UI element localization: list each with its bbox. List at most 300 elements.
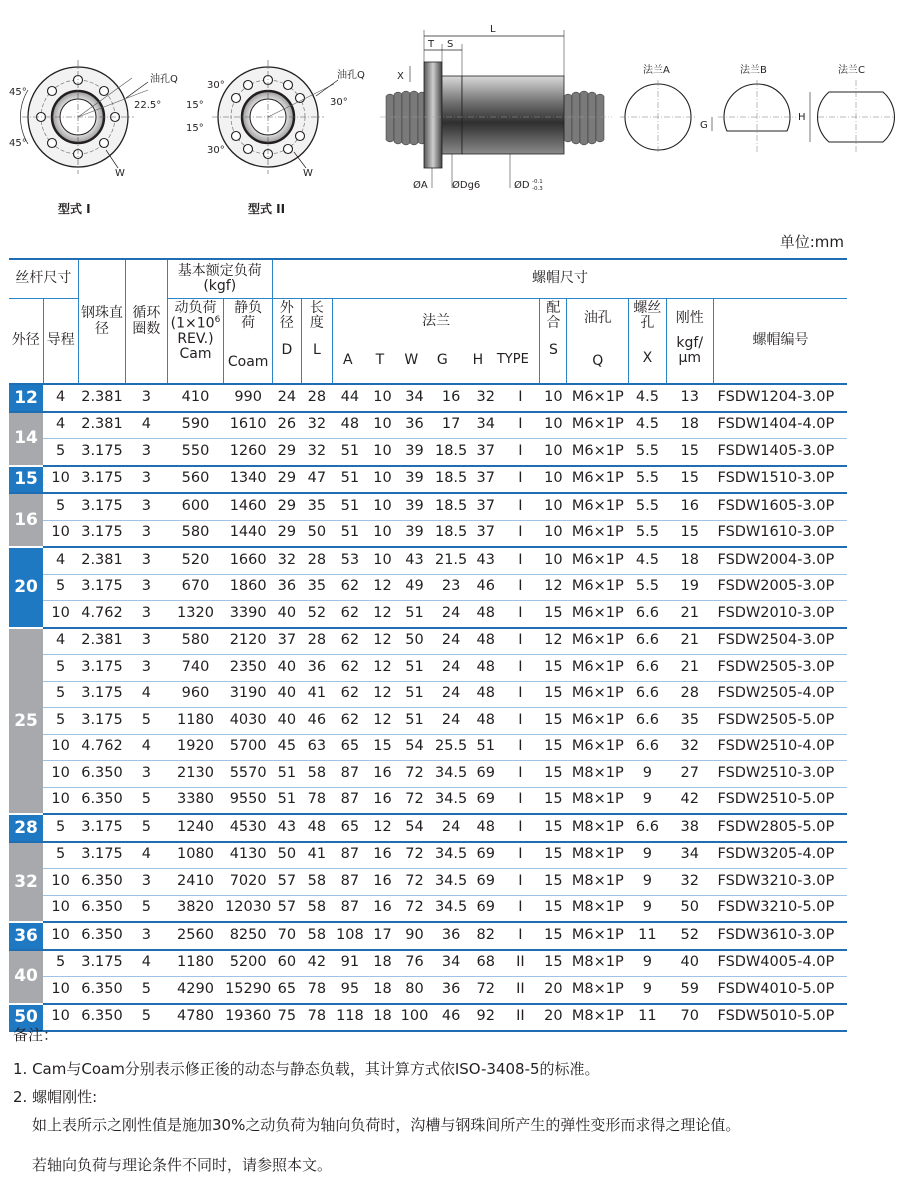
header-nut-size: 螺帽尺寸 bbox=[272, 259, 847, 299]
header-length bbox=[301, 299, 332, 385]
cell-ball: 3.175 bbox=[78, 681, 126, 708]
cell-g: 16 bbox=[432, 384, 471, 412]
cell-a: 51 bbox=[332, 439, 367, 466]
header-flange bbox=[332, 299, 540, 385]
cell-w: 39 bbox=[397, 466, 431, 494]
cell-x: 11 bbox=[629, 1004, 666, 1032]
cell-a: 91 bbox=[332, 950, 367, 977]
header-screw bbox=[629, 299, 666, 385]
cell-h: 37 bbox=[471, 493, 501, 520]
cell-d: 37 bbox=[272, 628, 301, 655]
cell-coam: 5200 bbox=[224, 950, 273, 977]
cell-cam: 2560 bbox=[167, 922, 224, 950]
cell-coam: 4130 bbox=[224, 842, 273, 869]
cell-k: 16 bbox=[666, 493, 714, 520]
cell-ball: 4.762 bbox=[78, 734, 126, 761]
cell-w: 51 bbox=[397, 601, 431, 628]
cell-ball: 2.381 bbox=[78, 628, 126, 655]
cell-k: 40 bbox=[666, 950, 714, 977]
cell-model: FSDW2004-3.0P bbox=[714, 547, 847, 574]
cell-circ: 3 bbox=[126, 466, 167, 494]
cell-cam: 1180 bbox=[167, 708, 224, 735]
cell-coam: 990 bbox=[224, 384, 273, 412]
cell-w: 72 bbox=[397, 787, 431, 814]
cell-k: 21 bbox=[666, 628, 714, 655]
cell-q: M6×1P bbox=[567, 520, 629, 547]
table-row bbox=[9, 787, 847, 814]
cell-s: 10 bbox=[540, 547, 567, 574]
cell-lead: 10 bbox=[43, 734, 78, 761]
shaft-outer-dia-cell: 16 bbox=[9, 493, 43, 547]
cell-d: 60 bbox=[272, 950, 301, 977]
type-1-label: 型式 I bbox=[58, 202, 91, 216]
cell-w: 49 bbox=[397, 574, 431, 601]
cell-coam: 1260 bbox=[224, 439, 273, 466]
table-row bbox=[9, 574, 847, 601]
header-static-load bbox=[224, 299, 273, 385]
cell-d: 45 bbox=[272, 734, 301, 761]
cell-w: 39 bbox=[397, 439, 431, 466]
cell-t: 16 bbox=[367, 761, 397, 788]
cell-x: 6.6 bbox=[629, 655, 666, 682]
cell-type: I bbox=[501, 384, 540, 412]
cell-l: 78 bbox=[301, 787, 332, 814]
dim-g: G bbox=[700, 120, 708, 131]
cell-d: 29 bbox=[272, 466, 301, 494]
table-row bbox=[9, 761, 847, 788]
cell-model: FSDW2505-4.0P bbox=[714, 681, 847, 708]
cell-circ: 3 bbox=[126, 493, 167, 520]
cell-t: 12 bbox=[367, 655, 397, 682]
cell-q: M8×1P bbox=[567, 787, 629, 814]
cell-t: 18 bbox=[367, 1004, 397, 1032]
table-row bbox=[9, 493, 847, 520]
cell-cam: 410 bbox=[167, 384, 224, 412]
cell-coam: 1660 bbox=[224, 547, 273, 574]
shaft-outer-dia-cell: 36 bbox=[9, 922, 43, 950]
header-flange-w: W bbox=[404, 352, 419, 368]
cell-q: M8×1P bbox=[567, 895, 629, 922]
cell-lead: 5 bbox=[43, 493, 78, 520]
cell-h: 43 bbox=[471, 547, 501, 574]
cell-x: 6.6 bbox=[629, 708, 666, 735]
shaft-outer-dia-cell: 12 bbox=[9, 384, 43, 412]
cell-w: 39 bbox=[397, 493, 431, 520]
notes bbox=[13, 1021, 863, 1179]
dim-a: ØA bbox=[413, 180, 428, 191]
cell-k: 19 bbox=[666, 574, 714, 601]
cell-k: 70 bbox=[666, 1004, 714, 1032]
angle-22-5: 22.5° bbox=[134, 100, 162, 111]
cell-q: M6×1P bbox=[567, 466, 629, 494]
cell-type: II bbox=[501, 950, 540, 977]
cell-a: 53 bbox=[332, 547, 367, 574]
cell-g: 34.5 bbox=[432, 842, 471, 869]
cell-cam: 590 bbox=[167, 412, 224, 439]
cell-t: 10 bbox=[367, 439, 397, 466]
dim-d-tol-up: -0.1 bbox=[532, 179, 543, 185]
cell-model: FSDW3610-3.0P bbox=[714, 922, 847, 950]
cell-d: 29 bbox=[272, 520, 301, 547]
cell-ball: 3.175 bbox=[78, 708, 126, 735]
header-flange-type: TYPE bbox=[496, 352, 529, 367]
cell-q: M6×1P bbox=[567, 708, 629, 735]
cell-s: 15 bbox=[540, 708, 567, 735]
cell-a: 95 bbox=[332, 977, 367, 1004]
cell-g: 21.5 bbox=[432, 547, 471, 574]
cell-ball: 6.350 bbox=[78, 761, 126, 788]
cell-x: 9 bbox=[629, 787, 666, 814]
cell-q: M6×1P bbox=[567, 681, 629, 708]
cell-s: 15 bbox=[540, 601, 567, 628]
cell-q: M6×1P bbox=[567, 547, 629, 574]
header-nut-od bbox=[272, 299, 301, 385]
cell-l: 46 bbox=[301, 708, 332, 735]
cell-cam: 960 bbox=[167, 681, 224, 708]
cell-coam: 1460 bbox=[224, 493, 273, 520]
cell-h: 32 bbox=[471, 384, 501, 412]
cell-a: 87 bbox=[332, 842, 367, 869]
angle-30-a: 30° bbox=[207, 80, 225, 91]
cell-k: 42 bbox=[666, 787, 714, 814]
cell-g: 36 bbox=[432, 977, 471, 1004]
cell-circ: 3 bbox=[126, 655, 167, 682]
cell-lead: 4 bbox=[43, 547, 78, 574]
dim-l: L bbox=[490, 24, 496, 35]
cell-a: 62 bbox=[332, 708, 367, 735]
cell-type: II bbox=[501, 1004, 540, 1032]
cell-type: I bbox=[501, 547, 540, 574]
cell-ball: 3.175 bbox=[78, 439, 126, 466]
cell-type: I bbox=[501, 466, 540, 494]
angle-30-c: 30° bbox=[330, 97, 348, 108]
cell-a: 65 bbox=[332, 814, 367, 842]
note-2a: 如上表所示之刚性值是施加30%之动负荷为轴向负荷时，沟槽与钢珠间所产生的弹性变形而求得之理论值。 bbox=[32, 1116, 741, 1134]
header-flange-h: H bbox=[472, 352, 484, 368]
cell-type: I bbox=[501, 842, 540, 869]
cell-a: 48 bbox=[332, 412, 367, 439]
oil-hole-label-1: 油孔Q bbox=[150, 74, 178, 85]
cell-coam: 5570 bbox=[224, 761, 273, 788]
cell-h: 48 bbox=[471, 655, 501, 682]
header-flange-a: A bbox=[343, 352, 353, 368]
cell-model: FSDW3210-5.0P bbox=[714, 895, 847, 922]
cell-ball: 3.175 bbox=[78, 655, 126, 682]
cell-circ: 3 bbox=[126, 922, 167, 950]
cell-l: 52 bbox=[301, 601, 332, 628]
cell-circ: 4 bbox=[126, 950, 167, 977]
ball-screw-spec-table bbox=[9, 258, 847, 1032]
cell-cam: 4290 bbox=[167, 977, 224, 1004]
cell-lead: 4 bbox=[43, 384, 78, 412]
cell-q: M6×1P bbox=[567, 601, 629, 628]
cell-g: 34.5 bbox=[432, 787, 471, 814]
cell-l: 28 bbox=[301, 384, 332, 412]
cell-circ: 4 bbox=[126, 412, 167, 439]
cell-type: I bbox=[501, 761, 540, 788]
cell-l: 78 bbox=[301, 1004, 332, 1032]
cell-w: 72 bbox=[397, 895, 431, 922]
cell-cam: 1240 bbox=[167, 814, 224, 842]
cell-x: 9 bbox=[629, 842, 666, 869]
cell-q: M6×1P bbox=[567, 628, 629, 655]
cell-s: 12 bbox=[540, 574, 567, 601]
table-row bbox=[9, 601, 847, 628]
header-basic-load: 基本额定负荷(kgf) bbox=[167, 259, 272, 299]
cell-s: 15 bbox=[540, 922, 567, 950]
cell-circ: 3 bbox=[126, 761, 167, 788]
cell-h: 48 bbox=[471, 708, 501, 735]
cell-coam: 2120 bbox=[224, 628, 273, 655]
cell-q: M6×1P bbox=[567, 439, 629, 466]
cell-h: 48 bbox=[471, 601, 501, 628]
type-1-flange-view bbox=[9, 60, 178, 216]
cell-lead: 5 bbox=[43, 708, 78, 735]
cell-a: 62 bbox=[332, 655, 367, 682]
header-static-load-text: 静负荷 bbox=[234, 300, 263, 332]
cell-coam: 9550 bbox=[224, 787, 273, 814]
cell-t: 15 bbox=[367, 734, 397, 761]
cell-w: 72 bbox=[397, 761, 431, 788]
cell-lead: 4 bbox=[43, 412, 78, 439]
cell-ball: 3.175 bbox=[78, 466, 126, 494]
cell-d: 32 bbox=[272, 547, 301, 574]
cell-a: 62 bbox=[332, 601, 367, 628]
cell-l: 28 bbox=[301, 628, 332, 655]
cell-cam: 1180 bbox=[167, 950, 224, 977]
cell-a: 51 bbox=[332, 466, 367, 494]
cell-s: 15 bbox=[540, 787, 567, 814]
header-dyn-sym: Cam bbox=[179, 345, 212, 362]
cell-g: 24 bbox=[432, 814, 471, 842]
note-2b: 若轴向负荷与理论条件不同时，请参照本文。 bbox=[32, 1156, 333, 1174]
cell-lead: 5 bbox=[43, 814, 78, 842]
flange-shapes bbox=[620, 80, 894, 154]
cell-x: 9 bbox=[629, 950, 666, 977]
dim-x: X bbox=[397, 71, 404, 82]
shaft-outer-dia-cell: 14 bbox=[9, 412, 43, 466]
header-nut-od-text: 外径 bbox=[279, 300, 294, 332]
cell-t: 10 bbox=[367, 520, 397, 547]
cell-model: FSDW5010-5.0P bbox=[714, 1004, 847, 1032]
cell-l: 32 bbox=[301, 412, 332, 439]
cell-h: 82 bbox=[471, 922, 501, 950]
cell-circ: 3 bbox=[126, 547, 167, 574]
cell-t: 12 bbox=[367, 708, 397, 735]
cell-cam: 4780 bbox=[167, 1004, 224, 1032]
header-length-sym: L bbox=[312, 342, 321, 359]
cell-coam: 8250 bbox=[224, 922, 273, 950]
table-row bbox=[9, 950, 847, 977]
cell-type: I bbox=[501, 708, 540, 735]
cell-t: 10 bbox=[367, 547, 397, 574]
cell-w: 80 bbox=[397, 977, 431, 1004]
cell-d: 29 bbox=[272, 493, 301, 520]
header-ball-dia: 钢珠直径 bbox=[78, 259, 126, 384]
cell-type: I bbox=[501, 869, 540, 896]
cell-type: I bbox=[501, 412, 540, 439]
cell-g: 25.5 bbox=[432, 734, 471, 761]
cell-h: 48 bbox=[471, 814, 501, 842]
header-rigidity-unit: kgf/μm bbox=[676, 335, 704, 367]
cell-l: 58 bbox=[301, 922, 332, 950]
cell-s: 10 bbox=[540, 384, 567, 412]
header-circuits: 循环圈数 bbox=[126, 259, 167, 384]
cell-t: 18 bbox=[367, 950, 397, 977]
cell-k: 15 bbox=[666, 466, 714, 494]
cell-d: 40 bbox=[272, 655, 301, 682]
cell-g: 24 bbox=[432, 601, 471, 628]
cell-s: 15 bbox=[540, 895, 567, 922]
cell-k: 15 bbox=[666, 439, 714, 466]
cell-l: 32 bbox=[301, 439, 332, 466]
cell-k: 13 bbox=[666, 384, 714, 412]
cell-type: II bbox=[501, 977, 540, 1004]
cell-t: 16 bbox=[367, 869, 397, 896]
cell-h: 69 bbox=[471, 842, 501, 869]
cell-a: 87 bbox=[332, 869, 367, 896]
cell-k: 21 bbox=[666, 655, 714, 682]
cell-a: 87 bbox=[332, 787, 367, 814]
cell-lead: 10 bbox=[43, 520, 78, 547]
cell-h: 69 bbox=[471, 869, 501, 896]
cell-a: 62 bbox=[332, 628, 367, 655]
cell-coam: 1440 bbox=[224, 520, 273, 547]
cell-coam: 3390 bbox=[224, 601, 273, 628]
cell-ball: 3.175 bbox=[78, 574, 126, 601]
cell-circ: 4 bbox=[126, 842, 167, 869]
table-row bbox=[9, 869, 847, 896]
cell-l: 36 bbox=[301, 655, 332, 682]
header-oil bbox=[567, 299, 629, 385]
cell-x: 6.6 bbox=[629, 814, 666, 842]
cell-circ: 3 bbox=[126, 574, 167, 601]
cell-w: 54 bbox=[397, 814, 431, 842]
cell-w: 100 bbox=[397, 1004, 431, 1032]
cell-t: 12 bbox=[367, 574, 397, 601]
dim-dg6: ØDg6 bbox=[452, 180, 481, 191]
cell-lead: 5 bbox=[43, 950, 78, 977]
shaft-outer-dia-cell: 25 bbox=[9, 628, 43, 815]
cell-g: 46 bbox=[432, 1004, 471, 1032]
cell-w: 51 bbox=[397, 681, 431, 708]
cell-lead: 10 bbox=[43, 601, 78, 628]
cell-ball: 6.350 bbox=[78, 977, 126, 1004]
cell-l: 41 bbox=[301, 842, 332, 869]
cell-x: 6.6 bbox=[629, 734, 666, 761]
cell-t: 17 bbox=[367, 922, 397, 950]
cell-q: M6×1P bbox=[567, 734, 629, 761]
cell-s: 20 bbox=[540, 1004, 567, 1032]
header-dyn-load-l2: (1×10 bbox=[170, 315, 215, 332]
cell-lead: 4 bbox=[43, 628, 78, 655]
cell-q: M8×1P bbox=[567, 761, 629, 788]
table-row bbox=[9, 977, 847, 1004]
cell-d: 51 bbox=[272, 787, 301, 814]
table-row bbox=[9, 681, 847, 708]
cell-lead: 10 bbox=[43, 922, 78, 950]
cell-d: 57 bbox=[272, 895, 301, 922]
cell-circ: 5 bbox=[126, 1004, 167, 1032]
header-dyn-load-l1: 动负荷 bbox=[174, 300, 217, 316]
cell-x: 5.5 bbox=[629, 520, 666, 547]
cell-s: 10 bbox=[540, 439, 567, 466]
cell-s: 15 bbox=[540, 950, 567, 977]
cell-g: 34.5 bbox=[432, 761, 471, 788]
cell-l: 48 bbox=[301, 814, 332, 842]
cell-model: FSDW2010-3.0P bbox=[714, 601, 847, 628]
cell-g: 18.5 bbox=[432, 493, 471, 520]
cell-x: 4.5 bbox=[629, 547, 666, 574]
cell-type: I bbox=[501, 814, 540, 842]
cell-g: 23 bbox=[432, 574, 471, 601]
cell-t: 10 bbox=[367, 493, 397, 520]
cell-g: 34.5 bbox=[432, 895, 471, 922]
cell-k: 34 bbox=[666, 842, 714, 869]
cell-circ: 5 bbox=[126, 977, 167, 1004]
cell-q: M8×1P bbox=[567, 869, 629, 896]
header-screw-sym: X bbox=[642, 350, 653, 367]
cell-l: 41 bbox=[301, 681, 332, 708]
cell-model: FSDW2505-5.0P bbox=[714, 708, 847, 735]
cell-w: 39 bbox=[397, 520, 431, 547]
cell-d: 70 bbox=[272, 922, 301, 950]
cell-x: 11 bbox=[629, 922, 666, 950]
header-dyn-load-l3: REV.) bbox=[177, 330, 214, 347]
cell-q: M8×1P bbox=[567, 842, 629, 869]
cell-h: 92 bbox=[471, 1004, 501, 1032]
cell-h: 34 bbox=[471, 412, 501, 439]
cell-q: M8×1P bbox=[567, 1004, 629, 1032]
cell-h: 69 bbox=[471, 895, 501, 922]
cell-w: 50 bbox=[397, 628, 431, 655]
cell-t: 12 bbox=[367, 681, 397, 708]
cell-k: 18 bbox=[666, 412, 714, 439]
shaft-outer-dia-cell: 20 bbox=[9, 547, 43, 628]
cell-w: 51 bbox=[397, 655, 431, 682]
header-screw-text: 螺丝孔 bbox=[633, 300, 662, 332]
cell-t: 16 bbox=[367, 895, 397, 922]
cell-k: 15 bbox=[666, 520, 714, 547]
cell-g: 18.5 bbox=[432, 466, 471, 494]
cell-g: 24 bbox=[432, 681, 471, 708]
cell-x: 9 bbox=[629, 977, 666, 1004]
cell-x: 5.5 bbox=[629, 466, 666, 494]
cell-g: 34 bbox=[432, 950, 471, 977]
cell-q: M6×1P bbox=[567, 655, 629, 682]
cell-h: 37 bbox=[471, 439, 501, 466]
cell-k: 38 bbox=[666, 814, 714, 842]
cell-t: 10 bbox=[367, 384, 397, 412]
header-flange-text: 法兰 bbox=[422, 313, 451, 329]
table-row bbox=[9, 655, 847, 682]
cell-s: 12 bbox=[540, 628, 567, 655]
note-1: 1. Cam与Coam分别表示修正後的动态与静态负载，其计算方式依ISO-3408-5的标准。 bbox=[13, 1060, 600, 1078]
cell-q: M6×1P bbox=[567, 574, 629, 601]
cell-cam: 580 bbox=[167, 520, 224, 547]
cell-type: I bbox=[501, 734, 540, 761]
flange-c-label: 法兰C bbox=[838, 65, 865, 76]
cell-l: 50 bbox=[301, 520, 332, 547]
cell-ball: 6.350 bbox=[78, 1004, 126, 1032]
cell-coam: 7020 bbox=[224, 869, 273, 896]
cell-g: 17 bbox=[432, 412, 471, 439]
cell-circ: 3 bbox=[126, 601, 167, 628]
cell-lead: 5 bbox=[43, 574, 78, 601]
cell-circ: 3 bbox=[126, 869, 167, 896]
cell-s: 15 bbox=[540, 734, 567, 761]
cell-k: 59 bbox=[666, 977, 714, 1004]
